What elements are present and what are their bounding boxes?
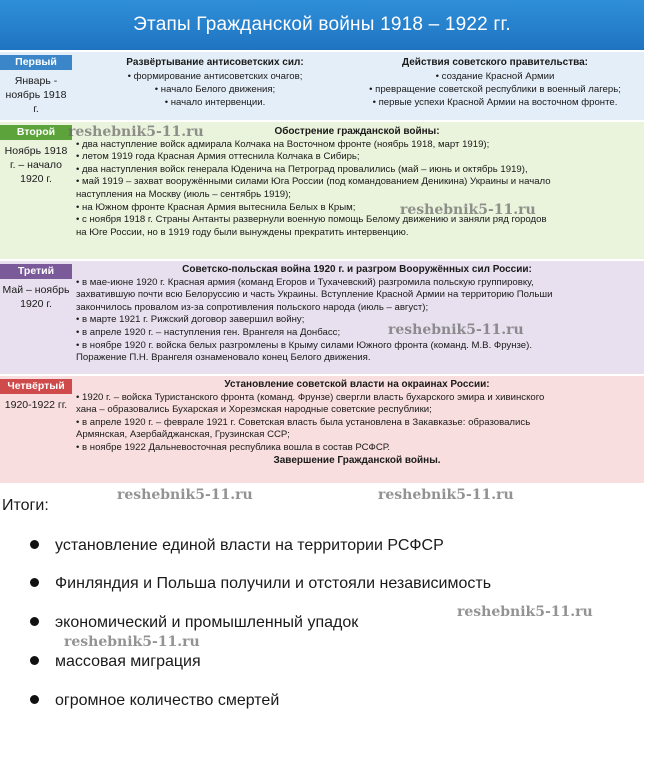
stage-heading: Советско-польская война 1920 г. и разгром Вооружённых сил России: (182, 264, 532, 275)
final-heading: Завершение Гражданской войны. (273, 454, 441, 466)
results-label: Итоги: (2, 497, 49, 514)
bullet-icon (30, 695, 39, 704)
content-line: • на Южном фронте Красная Армия вытеснила Белых в Крым; (76, 201, 356, 213)
period-line: 1920 г. (20, 173, 52, 185)
bullet-icon (30, 540, 39, 549)
stage-row-1 (0, 52, 644, 120)
stage-name: Третий (0, 264, 72, 279)
content-line: • в мае-июне 1920 г. Красная армия (команд Егоров и Тухачевский) разгромила польскую группировку, (76, 276, 534, 288)
stage-label-column (0, 261, 72, 374)
watermark: reshebnik5-11.ru (378, 487, 514, 503)
content-line: • в ноябре 1922 Дальневосточная республика вошла в состав РСФСР. (76, 441, 391, 453)
stage-content (76, 379, 638, 467)
stage-name: Первый (0, 55, 72, 70)
list-item: • создание Красной Армии (435, 71, 555, 82)
content-line: хана – образовались Бухарская и Хорезмская народные советские республики; (76, 404, 432, 416)
content-line: Поражение П.Н. Врангеля ознаменовало конец Белого движения. (76, 352, 371, 364)
column-heading: Развёртывание антисоветских сил: (126, 57, 304, 68)
period-line: ноябрь 1918 г. (5, 89, 67, 115)
content-line: • два наступление войск адмирала Колчака на Восточном фронте (ноябрь 1918, март 1919); (76, 138, 490, 150)
content-line: Армянская, Азербайджанская, Грузинская ССР; (76, 429, 290, 441)
watermark: reshebnik5-11.ru (388, 322, 524, 338)
content-line: • с ноября 1918 г. Страны Антанты развернули военную помощь Белому движению и заняли ряд городов (76, 214, 547, 226)
period-line: Январь - (14, 75, 58, 87)
stage-label-column (0, 122, 72, 259)
stage-period (2, 398, 70, 412)
stage-period (2, 283, 70, 311)
period-line: Ноябрь 1918 (4, 145, 68, 157)
stage-row-4 (0, 376, 644, 483)
result-text: установление единой власти на территории РСФСР (55, 537, 444, 554)
stage-name: Второй (0, 125, 72, 140)
content-line: • в марте 1921 г. Рижский договор завершил войну; (76, 314, 305, 326)
stage-heading: Обострение гражданской войны: (274, 126, 440, 137)
list-item (30, 575, 491, 593)
list-item (30, 614, 358, 632)
watermark: reshebnik5-11.ru (64, 634, 200, 650)
content-line: • май 1919 – захват вооружёнными силами Юга России (под командованием Деникина) Украины и начало (76, 176, 551, 188)
stage-label-column (0, 376, 72, 483)
bullet-icon (30, 617, 39, 626)
list-item (30, 537, 444, 555)
period-line: 1920-1922 гг. (4, 399, 68, 411)
list-item (30, 692, 279, 710)
watermark: reshebnik5-11.ru (400, 202, 536, 218)
stage-heading: Установление советской власти на окраинах России: (224, 379, 490, 390)
watermark: reshebnik5-11.ru (68, 124, 204, 140)
stage-row-2 (0, 122, 644, 259)
watermark: reshebnik5-11.ru (117, 487, 253, 503)
column-heading: Действия советского правительства: (402, 57, 588, 68)
stage-period (2, 144, 70, 186)
list-item: • превращение советской республики в военный лагерь; (369, 84, 621, 95)
result-text: экономический и промышленный упадок (55, 614, 359, 631)
content-line: захватившую почти всю Белоруссию и часть Украины. Вступление Красной Армии на территорию Польши (76, 289, 553, 301)
list-item: • начало интервенции. (164, 97, 266, 108)
list-item: • формирование антисоветских очагов; (127, 71, 303, 82)
result-text: огромное количество смертей (55, 692, 280, 709)
content-line: на Юге России, но в 1919 году были вынуждены прекратить интервенцию. (76, 226, 409, 238)
content-line: • два наступления войск генерала Юденича на Петроград провалились (май – июнь и октябрь 1919), (76, 163, 528, 175)
content-line: • 1920 г. – войска Туристанского фронта (команд. Фрунзе) свергли власть бухарского эмира и хивинского (76, 391, 545, 403)
list-item: • первые успехи Красной Армии на восточном фронте. (372, 97, 618, 108)
content-line: закончилось провалом из-за сопротивления польского народа (июль – август); (76, 301, 429, 313)
content-line: • в апреле 1920 г. – феврале 1921 г. Советская власть была установлена в Закавказье: образовались (76, 416, 531, 428)
period-line: Май – ноябрь (2, 284, 70, 296)
stage-content (76, 264, 638, 365)
stage-name: Четвёртый (0, 379, 72, 394)
stage-content (76, 126, 638, 239)
bullet-icon (30, 656, 39, 665)
period-line: 1920 г. (20, 298, 52, 310)
stage-row-3 (0, 261, 644, 374)
content-line: • в апреле 1920 г. – наступления ген. Врангеля на Донбасс; (76, 326, 341, 338)
table-title: Этапы Гражданской войны 1918 – 1922 гг. (0, 0, 644, 50)
result-text: массовая миграция (55, 653, 201, 670)
content-line: наступления на Москву (июль – сентябрь 1919); (76, 188, 291, 200)
period-line: г. – начало (10, 159, 62, 171)
stage-period (2, 74, 70, 116)
list-item: • начало Белого движения; (154, 84, 276, 95)
result-text: Финляндия и Польша получили и отстояли независимость (55, 575, 492, 592)
content-line: • летом 1919 года Красная Армия оттеснила Колчака в Сибирь; (76, 151, 360, 163)
soviet-government-column (345, 56, 644, 109)
anti-soviet-forces-column (80, 56, 350, 109)
list-item (30, 653, 201, 671)
watermark: reshebnik5-11.ru (457, 604, 593, 620)
stage-label-column (0, 52, 72, 120)
bullet-icon (30, 578, 39, 587)
content-line: • в ноябре 1920 г. войска белых разгромлены в Крыму силами Южного фронта (команд. М.В. Фрунзе). (76, 339, 533, 351)
